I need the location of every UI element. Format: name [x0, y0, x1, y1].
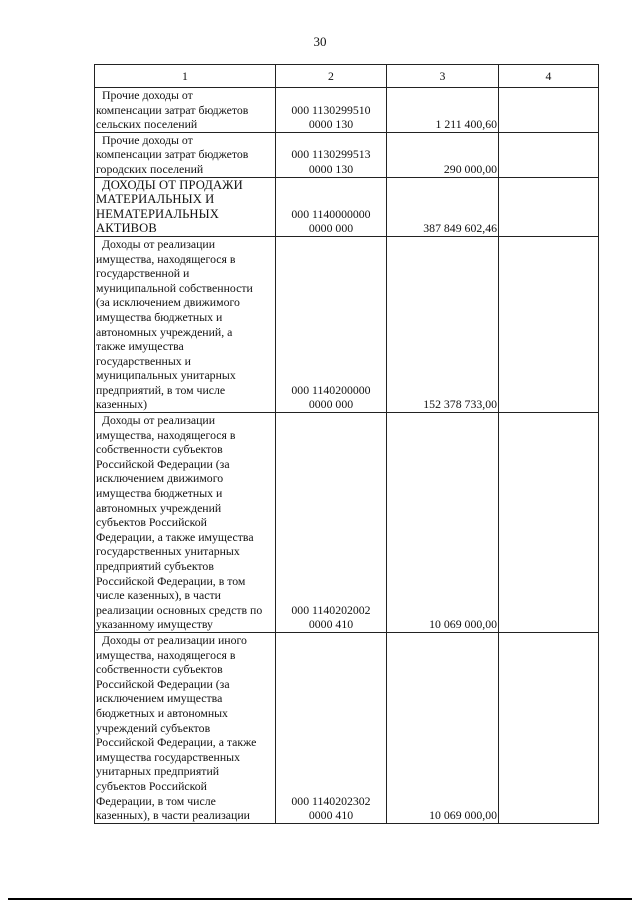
revenue-name-line: Федерации, а также имущества	[96, 529, 254, 544]
revenue-name-line: числе казенных), в части	[96, 588, 221, 603]
budget-code-line: 0000 410	[308, 617, 354, 632]
revenue-name-line: Прочие доходы от	[102, 132, 193, 147]
revenue-name-line: указанному имуществу	[96, 617, 213, 632]
amount-cell: 10 069 000,00	[387, 632, 499, 823]
col4-cell	[499, 632, 599, 823]
revenue-name-line: собственности субъектов	[96, 442, 223, 457]
revenue-name-line: Прочие доходы от	[102, 88, 193, 102]
header-col-3: 3	[387, 65, 499, 88]
revenue-name-line: автономных учреждений, а	[96, 324, 233, 339]
revenue-name-line: бюджетных и автономных	[96, 705, 228, 720]
revenue-name-line: АКТИВОВ	[96, 221, 157, 236]
budget-code-line: 000 1140000000	[291, 206, 371, 221]
revenue-name-cell	[95, 236, 276, 412]
revenue-name-line: ДОХОДЫ ОТ ПРОДАЖИ	[102, 177, 243, 192]
amount-cell: 387 849 602,46	[387, 177, 499, 236]
revenue-name-line: исключением движимого	[96, 471, 224, 486]
budget-code-line: 000 1130299510	[291, 102, 371, 117]
budget-code-line: 000 1140202302	[291, 793, 371, 808]
table-row	[95, 177, 599, 236]
revenue-name-cell	[95, 88, 276, 133]
revenue-name-line: городских поселений	[96, 161, 204, 176]
revenue-name-cell	[95, 632, 276, 823]
revenue-table	[94, 64, 599, 824]
revenue-name-line: Российской Федерации (за	[96, 676, 230, 691]
budget-code-cell	[276, 177, 387, 236]
budget-code-line: 0000 130	[308, 117, 354, 132]
budget-code-cell	[276, 236, 387, 412]
col4-cell	[499, 132, 599, 177]
budget-code-cell	[276, 413, 387, 633]
revenue-name-line: Российской Федерации (за	[96, 456, 230, 471]
revenue-name-line: субъектов Российской	[96, 778, 207, 793]
revenue-name-line: сельских поселений	[96, 117, 198, 132]
col4-cell	[499, 413, 599, 633]
revenue-name-line: казенных), в части реализации	[96, 808, 250, 823]
revenue-name-cell	[95, 413, 276, 633]
revenue-name-line: исключением имущества	[96, 691, 223, 706]
footer-divider	[8, 898, 632, 900]
revenue-name-line: имущества, находящегося в	[96, 251, 236, 266]
revenue-name-line: унитарных предприятий	[96, 764, 220, 779]
revenue-name-line: Доходы от реализации иного	[102, 632, 247, 647]
revenue-name-line: муниципальных унитарных	[96, 368, 236, 383]
revenue-name-line: реализации основных средств по	[96, 602, 263, 617]
revenue-name-line: компенсации затрат бюджетов	[96, 102, 249, 117]
revenue-name-line: собственности субъектов	[96, 662, 223, 677]
revenue-name-line: государственных и	[96, 353, 191, 368]
revenue-name-line: государственной и	[96, 266, 190, 281]
revenue-name-line: имущества, находящегося в	[96, 647, 236, 662]
header-col-4: 4	[499, 65, 599, 88]
table-row	[95, 88, 599, 133]
amount-cell: 152 378 733,00	[387, 236, 499, 412]
budget-code-cell	[276, 132, 387, 177]
header-col-1: 1	[95, 65, 276, 88]
revenue-name-line: также имущества	[96, 339, 184, 354]
revenue-name-line: имущества государственных	[96, 749, 240, 764]
revenue-name-line: НЕМАТЕРИАЛЬНЫХ	[96, 206, 219, 221]
budget-code-line: 0000 130	[308, 161, 354, 176]
revenue-name-line: автономных учреждений	[96, 500, 222, 515]
page-number: 30	[313, 34, 327, 49]
table-row	[95, 632, 599, 823]
revenue-name-line: имущества бюджетных и	[96, 486, 223, 501]
revenue-name-line: государственных унитарных	[96, 544, 240, 559]
budget-code-cell	[276, 88, 387, 133]
table-row	[95, 236, 599, 412]
revenue-name-line: Федерации, в том числе	[96, 793, 216, 808]
budget-code-line: 000 1140202002	[291, 602, 371, 617]
col4-cell	[499, 236, 599, 412]
budget-code-line: 0000 000	[308, 397, 354, 412]
amount-cell: 290 000,00	[387, 132, 499, 177]
revenue-name-line: Доходы от реализации	[102, 413, 216, 428]
budget-code-line: 000 1130299513	[291, 147, 371, 162]
col4-cell	[499, 177, 599, 236]
revenue-name-line: Российской Федерации, а также	[96, 735, 257, 750]
revenue-name-line: казенных)	[96, 397, 148, 412]
revenue-name-line: Российской Федерации, в том	[96, 573, 246, 588]
amount-cell: 1 211 400,60	[387, 88, 499, 133]
table-header-row	[95, 65, 599, 88]
revenue-name-line: учреждений субъектов	[96, 720, 211, 735]
revenue-name-line: (за исключением движимого	[96, 295, 240, 310]
budget-code-line: 0000 410	[308, 808, 354, 823]
revenue-name-cell	[95, 177, 276, 236]
budget-code-cell	[276, 632, 387, 823]
revenue-name-line: предприятий субъектов	[96, 559, 214, 573]
revenue-name-line: МАТЕРИАЛЬНЫХ И	[96, 192, 215, 207]
revenue-name-line: Доходы от реализации	[102, 236, 216, 251]
table-row	[95, 132, 599, 177]
budget-code-line: 0000 000	[308, 221, 354, 236]
revenue-name-line: имущества бюджетных и	[96, 309, 223, 324]
revenue-name-cell	[95, 132, 276, 177]
header-col-2: 2	[276, 65, 387, 88]
revenue-name-line: субъектов Российской	[96, 515, 207, 530]
revenue-name-line: имущества, находящегося в	[96, 427, 236, 442]
amount-cell: 10 069 000,00	[387, 413, 499, 633]
col4-cell	[499, 88, 599, 133]
table-body	[95, 88, 599, 824]
revenue-name-line: предприятий, в том числе	[96, 382, 226, 397]
table-row	[95, 413, 599, 633]
revenue-name-line: муниципальной собственности	[96, 280, 253, 295]
revenue-name-line: компенсации затрат бюджетов	[96, 147, 249, 162]
budget-code-line: 000 1140200000	[291, 382, 371, 397]
